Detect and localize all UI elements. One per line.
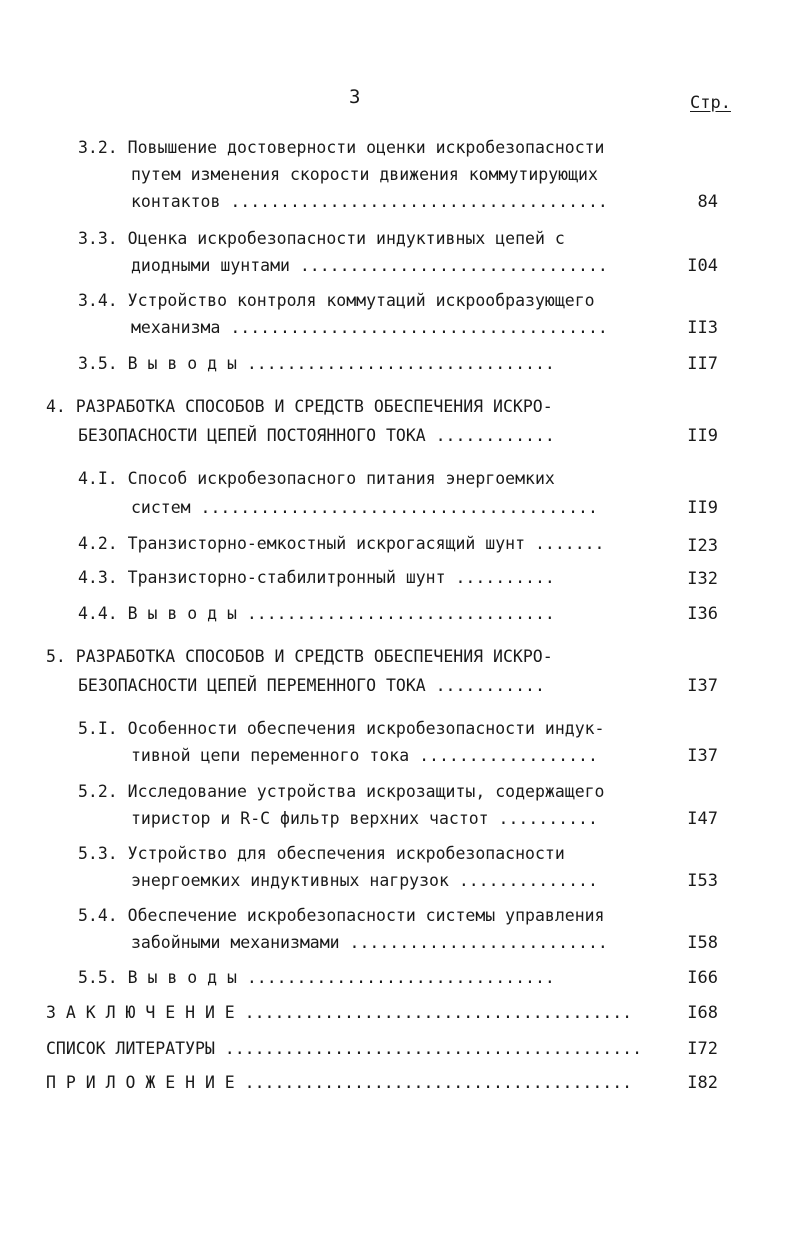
toc-entry-line: 5.I. Особенности обеспечения искробезопасности индук- bbox=[78, 719, 605, 738]
toc-page-number: I37 bbox=[687, 746, 718, 766]
toc-page-number: I72 bbox=[687, 1039, 718, 1059]
toc-page-number: I53 bbox=[687, 871, 718, 891]
toc-entry-line: тиристор и R-C фильтр верхних частот .......... bbox=[131, 809, 598, 828]
toc-chapter-line: 5. РАЗРАБОТКА СПОСОБОВ И СРЕДСТВ ОБЕСПЕЧЕНИЯ ИСКРО- bbox=[46, 647, 553, 666]
toc-entry-line: 4.4. В ы в о д ы ............................... bbox=[78, 604, 555, 623]
toc-entry-line: систем ........................................ bbox=[131, 498, 598, 517]
toc-page-number: II9 bbox=[687, 426, 718, 446]
toc-page-number: I32 bbox=[687, 569, 718, 589]
toc-chapter-line: 4. РАЗРАБОТКА СПОСОБОВ И СРЕДСТВ ОБЕСПЕЧЕНИЯ ИСКРО- bbox=[46, 397, 553, 416]
toc-entry-line: 5.4. Обеспечение искробезопасности системы управления bbox=[78, 906, 605, 925]
toc-page-number: 84 bbox=[697, 192, 718, 212]
toc-entry-line: тивной цепи переменного тока .................. bbox=[131, 746, 598, 765]
toc-page-number: I82 bbox=[687, 1073, 718, 1093]
toc-entry-line: 4.3. Транзисторно-стабилитронный шунт .......... bbox=[78, 568, 555, 587]
page-number: 3 bbox=[349, 86, 361, 108]
toc-page-number: I23 bbox=[687, 536, 718, 556]
toc-entry-line: 5.5. В ы в о д ы ............................... bbox=[78, 968, 555, 987]
toc-page-number: I36 bbox=[687, 604, 718, 624]
toc-entry-line: 3.5. В ы в о д ы ............................... bbox=[78, 354, 555, 373]
toc-page-number: I68 bbox=[687, 1003, 718, 1023]
toc-chapter-line: З А К Л Ю Ч Е Н И Е ....................................... bbox=[46, 1003, 633, 1022]
toc-page-number: II3 bbox=[687, 318, 718, 338]
toc-entry-line: 4.I. Способ искробезопасного питания энергоемких bbox=[78, 469, 555, 488]
toc-entry-line: 5.2. Исследование устройства искрозащиты, содержащего bbox=[78, 782, 605, 801]
toc-entry-line: энергоемких индуктивных нагрузок .............. bbox=[131, 871, 598, 890]
toc-page-number: II9 bbox=[687, 498, 718, 518]
toc-chapter-line: БЕЗОПАСНОСТИ ЦЕПЕЙ ПОСТОЯННОГО ТОКА ............ bbox=[78, 426, 555, 445]
toc-entry-line: контактов ...................................... bbox=[131, 192, 608, 211]
toc-page-number: II7 bbox=[687, 354, 718, 374]
toc-chapter-line: БЕЗОПАСНОСТИ ЦЕПЕЙ ПЕРЕМЕННОГО ТОКА ........... bbox=[78, 676, 545, 695]
page-column-label: Стр. bbox=[690, 93, 731, 113]
toc-page-number: I47 bbox=[687, 809, 718, 829]
toc-entry-line: путем изменения скорости движения коммутирующих bbox=[131, 165, 598, 184]
toc-entry-line: 5.3. Устройство для обеспечения искробезопасности bbox=[78, 844, 565, 863]
toc-page-number: I37 bbox=[687, 676, 718, 696]
toc-entry-line: 3.3. Оценка искробезопасности индуктивных цепей с bbox=[78, 229, 565, 248]
toc-entry-line: забойными механизмами .......................... bbox=[131, 933, 608, 952]
toc-page-number: I66 bbox=[687, 968, 718, 988]
toc-page-number: I58 bbox=[687, 933, 718, 953]
toc-entry-line: 3.4. Устройство контроля коммутаций искрообразующего bbox=[78, 291, 595, 310]
toc-entry-line: диодными шунтами ............................... bbox=[131, 256, 608, 275]
toc-chapter-line: СПИСОК ЛИТЕРАТУРЫ .......................................... bbox=[46, 1039, 643, 1058]
toc-chapter-line: П Р И Л О Ж Е Н И Е ....................................... bbox=[46, 1073, 633, 1092]
toc-entry-line: 3.2. Повышение достоверности оценки искробезопасности bbox=[78, 138, 605, 157]
toc-entry-line: механизма ...................................... bbox=[131, 318, 608, 337]
toc-page-number: I04 bbox=[687, 256, 718, 276]
toc-entry-line: 4.2. Транзисторно-емкостный искрогасящий шунт ....... bbox=[78, 534, 605, 553]
